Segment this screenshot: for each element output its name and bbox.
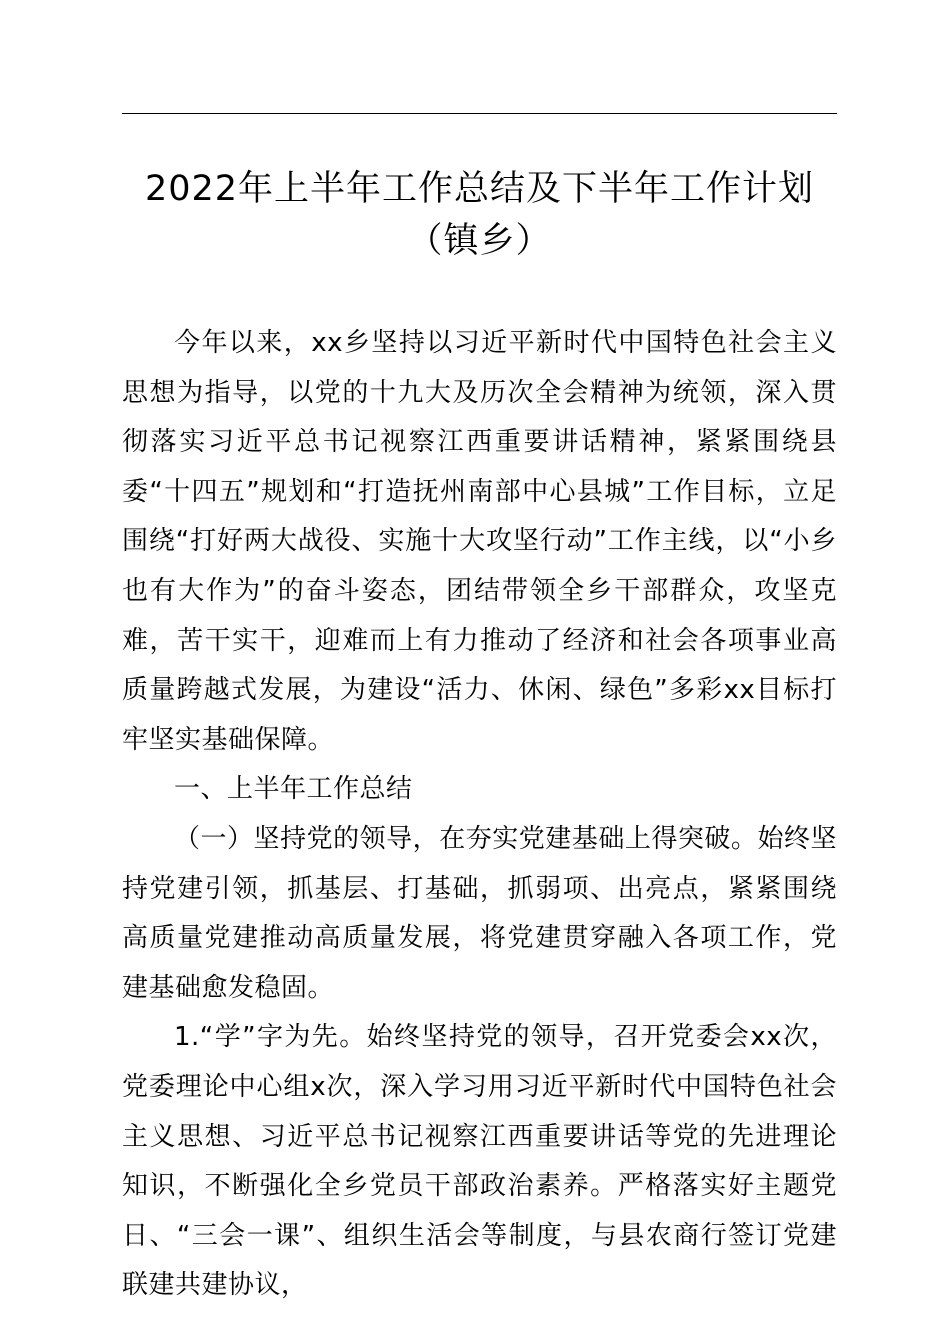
- document-title: 2022年上半年工作总结及下半年工作计划（镇乡）: [144, 169, 815, 261]
- paragraph-intro: 今年以来，xx乡坚持以习近平新时代中国特色社会主义思想为指导，以党的十九大及历次全会精神为统领，深入贯彻落实习近平总书记视察江西重要讲话精神，紧紧围绕县委“十四五”规划和“打造抚州南部中心县城”工作目标，立足围绕“打好两大战役、实施十大攻坚行动”工作主线，以“小乡也有大作为”的奋斗姿态，团结带领全乡干部群众，攻坚克难，苦干实干，迎难而上有力推动了经济和社会各项事业高质量跨越式发展，为建设“活力、休闲、绿色”多彩xx目标打牢坚实基础保障。: [122, 328, 837, 755]
- paragraph-subsection-1: （一）坚持党的领导，在夯实党建基础上得突破。始终坚持党建引领，抓基层、打基础，抓弱项、出亮点，紧紧围绕高质量党建推动高质量发展，将党建贯穿融入各项工作，党建基础愈发稳固。: [122, 823, 837, 1003]
- paragraph-item-1: 1.“学”字为先。始终坚持党的领导，召开党委会xx次，党委理论中心组x次，深入学习用习近平新时代中国特色社会主义思想、习近平总书记视察江西重要讲话等党的先进理论知识，不断强化全乡党员干部政治素养。严格落实好主题党日、“三会一课”、组织生活会等制度，与县农商行签订党建联建共建协议，: [122, 1022, 837, 1301]
- document-body: [122, 319, 837, 1311]
- section-heading-1: 一、上半年工作总结: [174, 774, 413, 805]
- header-rule: [122, 113, 837, 114]
